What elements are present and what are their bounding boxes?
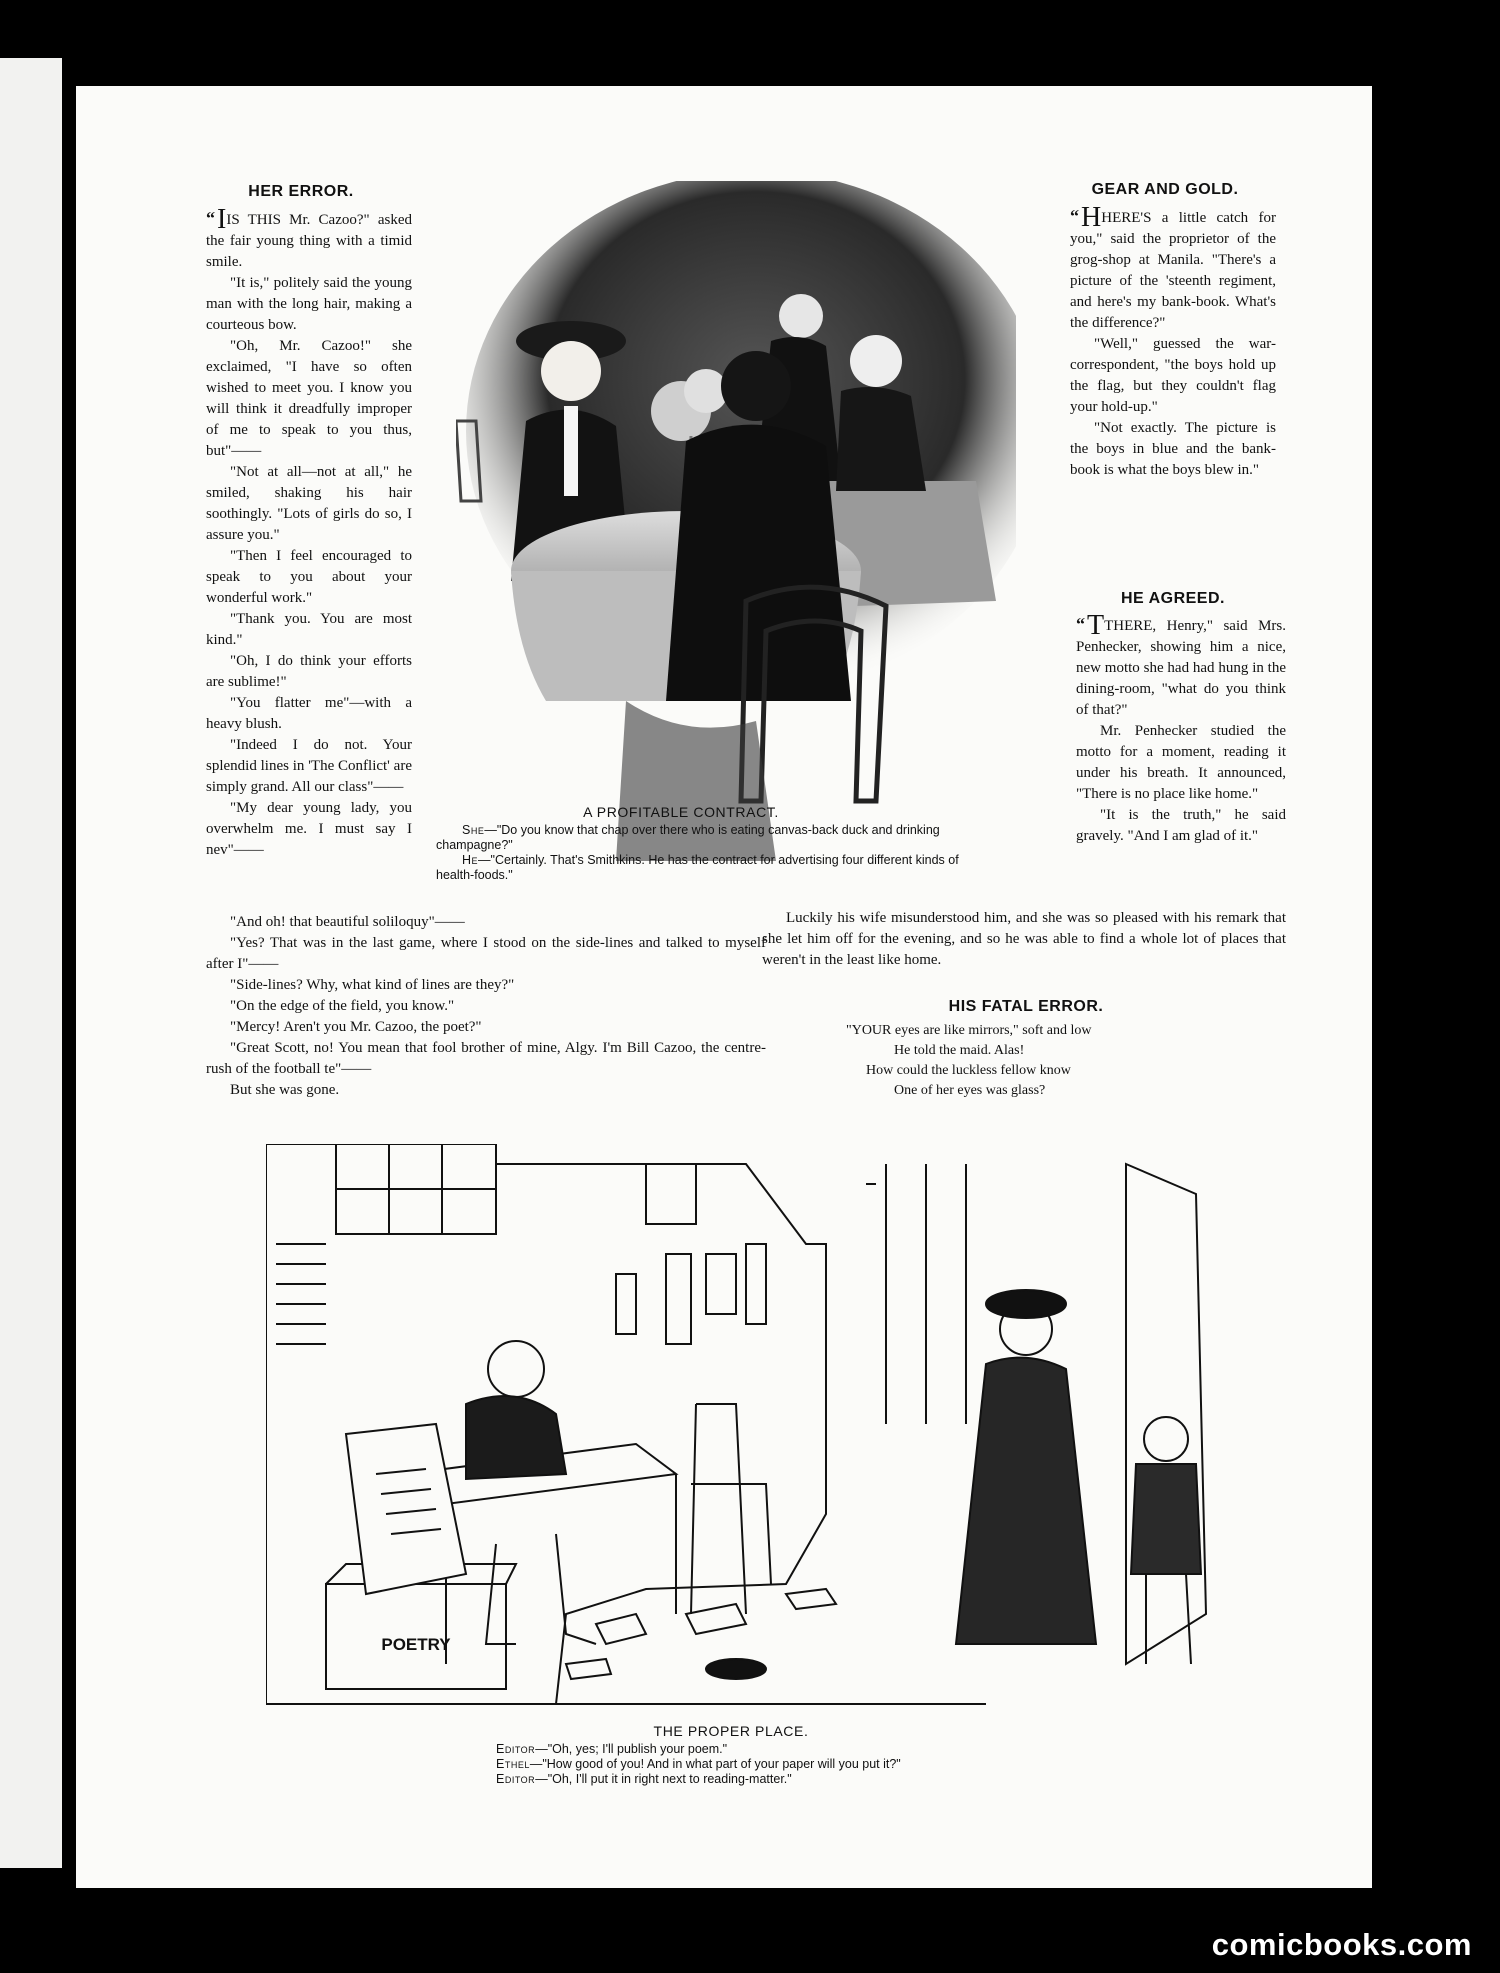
he-agreed-title: HE AGREED. (1121, 590, 1225, 607)
paragraph: "And oh! that beautiful soliloquy"—— (230, 914, 465, 930)
speaker-label: Ethel (496, 1757, 530, 1771)
restaurant-illustration (456, 181, 1016, 881)
gear-and-gold-text (1070, 202, 1276, 481)
dialog-line: She—"Do you know that chap over there who is eating canvas-back duck and drinking champagne?" (436, 823, 940, 852)
paragraph: "Side-lines? Why, what kind of lines are they?" (230, 977, 515, 993)
his-fatal-error-poem (846, 1021, 1206, 1101)
he-agreed-text (1076, 610, 1286, 847)
dialog-line: He—"Certainly. That's Smithkins. He has the contract for advertising four different kinds of health-foods." (436, 853, 959, 882)
dialog-line: Ethel—"How good of you! And in what part of your paper will you put it?" (496, 1757, 901, 1771)
paragraph: "Well," guessed the war-correspondent, "the boys hold up the flag, but they couldn't flag your hold-up." (1070, 336, 1276, 415)
paragraph: "Thank you. You are most kind." (206, 611, 412, 648)
speaker-label: Editor (496, 1772, 536, 1786)
paragraph: "It is the truth," he said gravely. "And I am glad of it." (1076, 807, 1286, 844)
poem-line: "YOUR eyes are like mirrors," soft and low (846, 1023, 1092, 1038)
proper-place-caption: THE PROPER PLACE. (653, 1723, 809, 1739)
dialog-line: Editor—"Oh, I'll put it in right next to reading-matter." (496, 1772, 792, 1786)
paragraph: "Oh, I do think your efforts are sublime!" (206, 653, 412, 690)
paragraph: "You flatter me"—with a heavy blush. (206, 695, 412, 732)
paragraph: "On the edge of the field, you know." (230, 998, 455, 1014)
speaker-label: She (462, 823, 485, 837)
speaker-label: Editor (496, 1742, 536, 1756)
paragraph: "Not at all—not at all," he smiled, shaking his hair soothingly. "Lots of girls do so, I assure you." (206, 464, 412, 543)
her-error-text (206, 204, 412, 861)
paragraph: "It is," politely said the young man with the long hair, making a courteous bow. (206, 275, 412, 333)
paragraph: “HHERE'S a little catch for you," said the proprietor of the grog-shop at Manila. "There's a picture of the 'steenth regiment, and here's my bank-book. What's the difference?" (1070, 202, 1276, 331)
paragraph: "Oh, Mr. Cazoo!" she exclaimed, "I have so often wished to meet you. I know you will think it dreadfully improper of me to speak to you thus, but"—— (206, 338, 412, 459)
poem-line: One of her eyes was glass? (894, 1083, 1046, 1098)
editor-office-illustration (266, 1144, 1356, 1714)
speaker-label: He (462, 853, 479, 867)
paragraph: "Then I feel encouraged to speak to you about your wonderful work." (206, 548, 412, 606)
paragraph: "Indeed I do not. Your splendid lines in 'The Conflict' are simply grand. All our class"—— (206, 737, 412, 795)
his-fatal-error-title: HIS FATAL ERROR. (948, 998, 1104, 1015)
paragraph: Luckily his wife misunderstood him, and she was so pleased with his remark that she let him off for the evening, and so he was able to find a whole lot of places that weren't in the least like home. (762, 910, 1286, 968)
paragraph: But she was gone. (230, 1082, 340, 1098)
poem-line: He told the maid. Alas! (894, 1043, 1025, 1058)
profitable-contract-caption: A PROFITABLE CONTRACT. (583, 804, 779, 820)
paragraph: "My dear young lady, you overwhelm me. I must say I nev"—— (206, 800, 412, 858)
paragraph: "Not exactly. The picture is the boys in blue and the bank-book is what the boys blew in." (1070, 420, 1276, 478)
poetry-box-label: POETRY (381, 1635, 451, 1654)
paragraph: "Great Scott, no! You mean that fool brother of mine, Algy. I'm Bill Cazoo, the centre-rush of the football te"—— (206, 1040, 766, 1077)
paragraph: “TTHERE, Henry," said Mrs. Penhecker, showing him a nice, new motto she had had hung in the dining-room, "what do you think of that?" (1076, 610, 1286, 718)
magazine-page (76, 86, 1372, 1888)
watermark: comicbooks.com (1211, 1927, 1472, 1962)
paragraph: “IIS THIS Mr. Cazoo?" asked the fair young thing with a timid smile. (206, 204, 412, 270)
proper-place-dialog (496, 1742, 1056, 1787)
her-error-title: HER ERROR. (248, 183, 354, 200)
paragraph: "Mercy! Aren't you Mr. Cazoo, the poet?" (230, 1019, 482, 1035)
profitable-contract-dialog (436, 823, 966, 883)
he-agreed-continuation (762, 908, 1286, 971)
dialog-line: Editor—"Oh, yes; I'll publish your poem." (496, 1742, 728, 1756)
paragraph: "Yes? That was in the last game, where I stood on the side-lines and talked to myself after I"—— (206, 935, 766, 972)
her-error-text-wide (206, 912, 766, 1101)
gear-and-gold-title: GEAR AND GOLD. (1091, 181, 1239, 198)
paragraph: Mr. Penhecker studied the motto for a moment, reading it under his breath. It announced, "There is no place like home." (1076, 723, 1286, 802)
poem-line: How could the luckless fellow know (866, 1063, 1071, 1078)
adjacent-page-edge (0, 58, 62, 1868)
